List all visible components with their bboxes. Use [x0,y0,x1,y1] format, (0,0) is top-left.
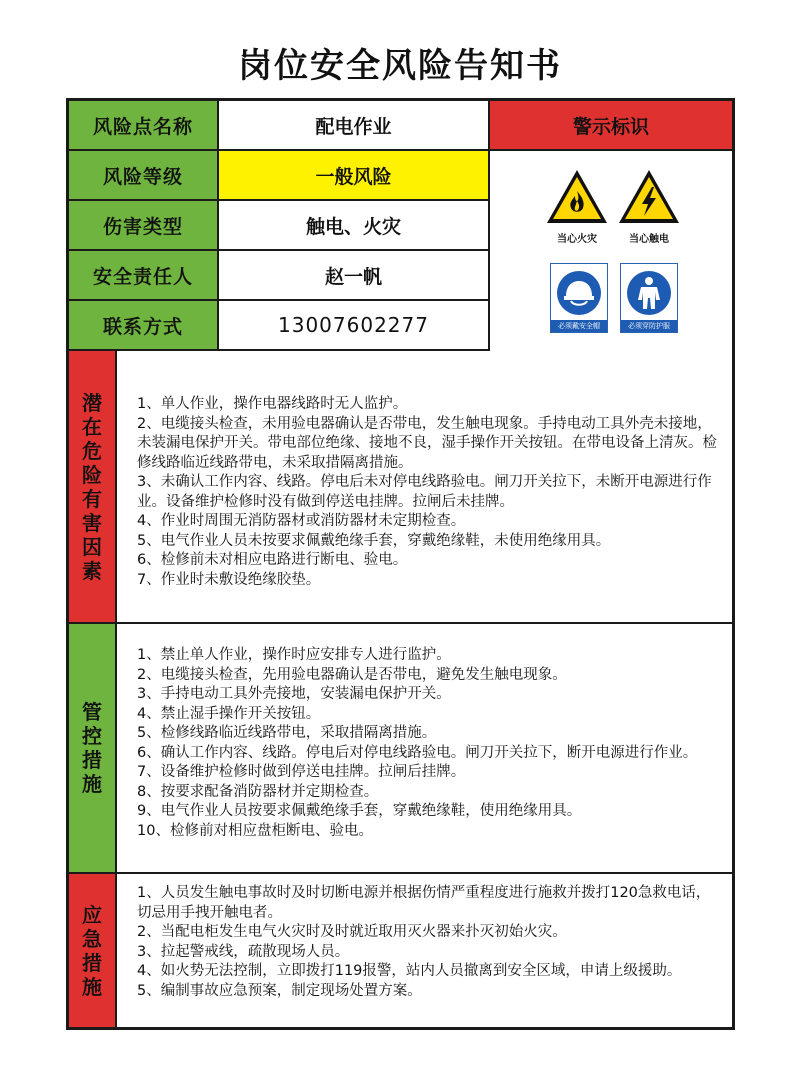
emergency-list [137,884,718,1001]
list-item: 1、单人作业，操作电器线路时无人监护。 [137,396,408,412]
risk-notice-table [66,98,735,1030]
warning-signs-panel [490,151,732,351]
fire-warning-icon [544,167,610,227]
list-item: 1、禁止单人作业，操作时应安排专人进行监护。 [137,647,451,663]
list-item: 6、确认工作内容、线路。停电后对停电线路验电。闸刀开关拉下，断开电源进行作业。 [137,744,698,761]
list-item: 5、电气作业人员未按要求佩戴绝缘手套，穿戴绝缘鞋，未使用绝缘用具。 [137,532,611,549]
harm-type-value: 触电、火灾 [219,201,490,249]
list-item: 1、人员发生触电事故时及时切断电源并根据伤情严重程度进行施救并拨打120急救电话，切忌用手拽开触电者。 [137,885,711,921]
responsible-row [69,251,490,301]
helmet-mandatory-icon [554,268,604,318]
emergency-label-cell [69,874,117,1027]
protective-clothing-mandatory-icon [624,268,674,318]
list-item: 7、设备维护检修时做到停送电挂牌。拉闸后挂牌。 [137,764,466,780]
hazards-list [137,395,718,590]
protective-clothing-mandatory-caption: 必须穿防护服 [621,320,677,332]
emergency-label: 应急措施 [82,902,102,999]
list-item: 7、作业时未敷设绝缘胶垫。 [137,571,321,588]
list-item: 4、禁止湿手操作开关按钮。 [137,705,321,722]
helmet-mandatory-sign [550,263,608,333]
list-item: 6、检修前未对相应电路进行断电、验电。 [137,552,408,568]
fire-warning-sign [544,167,610,245]
controls-label-cell [69,624,117,872]
emergency-section [69,874,732,1027]
helmet-mandatory-caption: 必须戴安全帽 [551,320,607,332]
list-item: 8、按要求配备消防器材并定期检查。 [137,783,379,800]
risk-point-label: 风险点名称 [69,101,219,149]
risk-point-row [69,101,490,151]
electric-warning-caption: 当心触电 [629,234,669,245]
risk-level-label: 风险等级 [69,151,219,199]
list-item: 4、作业时周围无消防器材或消防器材未定期检查。 [137,513,466,529]
list-item: 2、电缆接头检查，未用验电器确认是否带电，发生触电现象。手持电动工具外壳未接地，未装漏电保护开关。带电部位绝缘、接地不良，湿手操作开关按钮。在带电设备上清灰。检修线路临近线路带电，未采取措隔离措施。 [137,415,717,471]
controls-label: 管控措施 [82,700,102,796]
controls-section [69,624,732,874]
contact-value: 13007602277 [219,301,490,349]
list-item: 2、当配电柜发生电气火灾时及时就近取用灭火器来扑灭初始火灾。 [137,924,567,940]
hazards-section [69,351,732,624]
controls-list [137,646,718,841]
harm-type-row [69,201,490,251]
electric-warning-icon [616,167,682,227]
list-item: 5、编制事故应急预案，制定现场处置方案。 [137,982,422,999]
hazards-label: 潜在危险有害因素 [82,390,102,583]
list-item: 4、如火势无法控制，立即拨打119报警，站内人员撤离到安全区域，申请上级援助。 [137,963,682,979]
harm-type-label: 伤害类型 [69,201,219,249]
contact-label: 联系方式 [69,301,219,349]
responsible-value: 赵一帆 [219,251,490,299]
list-item: 9、电气作业人员按要求佩戴绝缘手套，穿戴绝缘鞋，使用绝缘用具。 [137,803,582,819]
list-item: 2、电缆接头检查，先用验电器确认是否带电，避免发生触电现象。 [137,666,567,683]
hazards-label-cell [69,351,117,622]
warning-signs-header: 警示标识 [490,101,732,151]
fire-warning-caption: 当心火灾 [557,234,597,245]
risk-level-value: 一般风险 [219,151,490,199]
list-item: 3、拉起警戒线，疏散现场人员。 [137,943,350,960]
page-title: 岗位安全风险告知书 [238,46,562,86]
protective-clothing-mandatory-sign [620,263,678,333]
list-item: 10、检修前对相应盘柜断电、验电。 [137,822,373,839]
list-item: 3、未确认工作内容、线路。停电后未对停电线路验电。闸刀开关拉下，未断开电源进行作业。设备维护检修时没有做到停送电挂牌。拉闸后未挂牌。 [137,474,712,510]
risk-level-row [69,151,490,201]
risk-point-value: 配电作业 [219,101,490,149]
list-item: 5、检修线路临近线路带电，采取措隔离措施。 [137,725,437,741]
electric-warning-sign [616,167,682,245]
list-item: 3、手持电动工具外壳接地，安装漏电保护开关。 [137,686,451,702]
contact-row [69,301,490,351]
responsible-label: 安全责任人 [69,251,219,299]
